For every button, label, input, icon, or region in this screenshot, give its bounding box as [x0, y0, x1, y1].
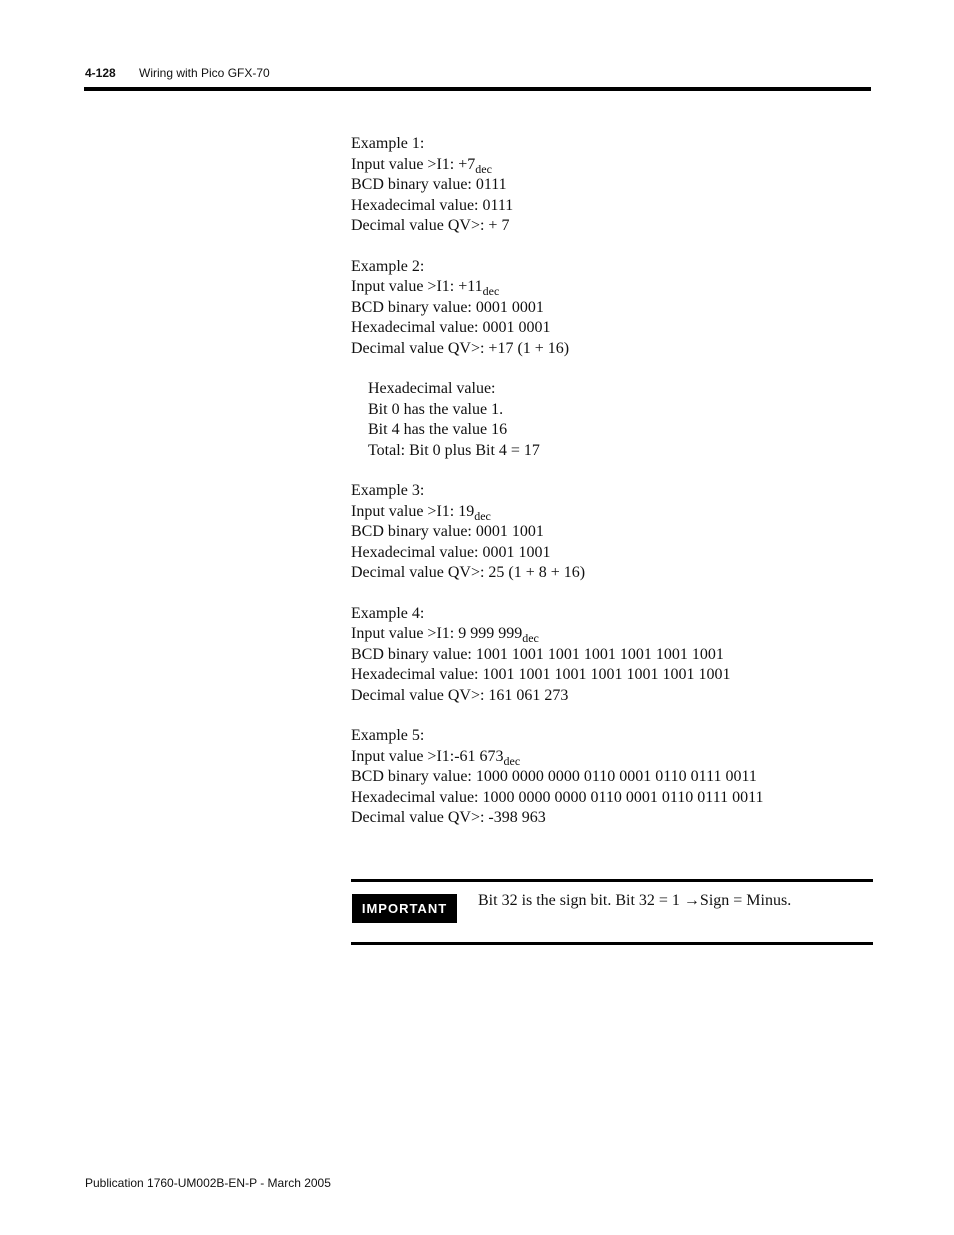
example-3 — [351, 481, 871, 584]
explanation-line: Total: Bit 0 plus Bit 4 = 17 — [368, 441, 540, 459]
header-rule — [84, 87, 871, 91]
page-number: 4-128 — [85, 66, 116, 80]
example-title: Example 3: — [351, 482, 425, 499]
example-2 — [351, 257, 871, 360]
bcd-value: BCD binary value: 0001 0001 — [351, 298, 544, 316]
decimal-value: Decimal value QV>: 25 (1 + 8 + 16) — [351, 564, 586, 581]
important-note — [351, 879, 873, 945]
decimal-value: Decimal value QV>: -398 963 — [351, 809, 546, 826]
hex-value: Hexadecimal value: 0001 1001 — [351, 543, 551, 561]
input-value: Input value >I1: $+7_{dec}$ — [351, 155, 492, 176]
bcd-value: BCD binary value: 1001 1001 1001 1001 1001 1001 1001 — [351, 645, 724, 663]
page-header — [85, 66, 270, 80]
example-5 — [351, 726, 871, 829]
decimal-value: Decimal value QV>: 161 061 273 — [351, 686, 569, 704]
input-value: Input value >I1: 9 999 $999_{dec}$ — [351, 625, 539, 645]
bcd-value: BCD binary value: 1000 0000 0000 0110 0001 0110 0111 0011 — [351, 768, 757, 785]
explanation-line: Bit 0 has the value 1. — [368, 400, 504, 418]
example-title: Example 1: — [351, 135, 425, 152]
bcd-value: BCD binary value: 0111 — [351, 176, 507, 193]
hex-value: Hexadecimal value: 1000 0000 0000 0110 0001 0110 0111 0011 — [351, 788, 764, 806]
input-value: Input value >I1:-61 $673_{dec}$ — [351, 747, 521, 768]
main-content — [351, 134, 871, 849]
example-title: Example 2: — [351, 257, 425, 275]
section-title: Wiring with Pico GFX-70 — [139, 66, 270, 80]
hex-explanation — [351, 379, 871, 461]
input-value: Input value >I1: $+11_{dec}$ — [351, 278, 500, 298]
hex-value: Hexadecimal value: 0111 — [351, 196, 514, 214]
explanation-line: Bit 4 has the value 16 — [368, 421, 508, 438]
example-1 — [351, 134, 871, 237]
example-title: Example 4: — [351, 604, 425, 622]
decimal-value: Decimal value QV>: + 7 — [351, 217, 510, 234]
publication-footer: Publication 1760-UM002B-EN-P - March 2005 — [85, 1176, 331, 1190]
bcd-value: BCD binary value: 0001 1001 — [351, 523, 544, 540]
important-text: Bit 32 is the sign bit. Bit 32 = 1 →Sign = Minus. — [478, 892, 792, 909]
example-title: Example 5: — [351, 727, 425, 744]
input-value: Input value >I1: $19_{dec}$ — [351, 502, 491, 523]
decimal-value: Decimal value QV>: +17 (1 + 16) — [351, 339, 570, 357]
important-label: IMPORTANT — [352, 894, 457, 923]
hex-value: Hexadecimal value: 1001 1001 1001 1001 1001 1001 1001 — [351, 666, 731, 683]
hex-value: Hexadecimal value: 0001 0001 — [351, 319, 551, 336]
example-4 — [351, 604, 871, 707]
explanation-line: Hexadecimal value: — [368, 380, 496, 397]
